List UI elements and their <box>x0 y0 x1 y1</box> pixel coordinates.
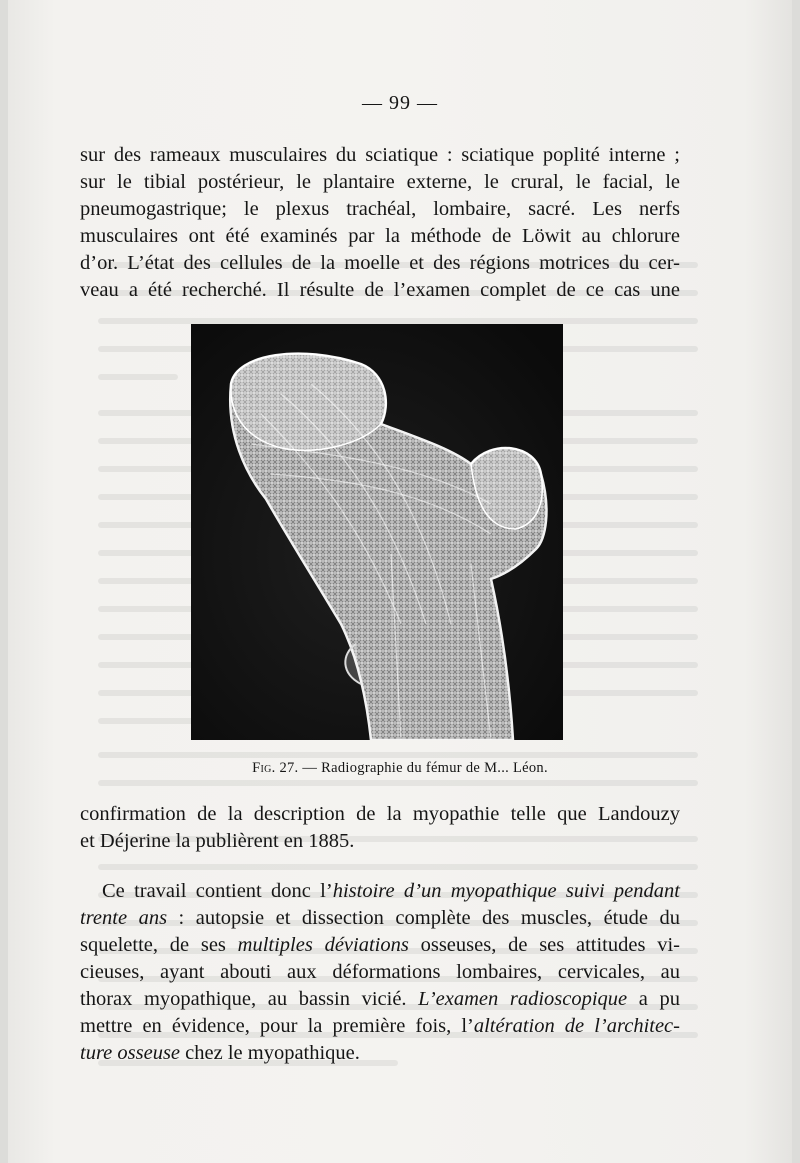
figure-label: Fig. 27. <box>252 760 299 776</box>
paragraph-1-line-4: musculaires ont été examinés par la méthode de Löwit au chlorure <box>80 225 680 247</box>
paragraph-1-line-6: veau a été recherché. Il résulte de l’examen complet de ce cas une <box>80 279 680 301</box>
text-run: Ce travail contient donc l’ <box>102 880 333 902</box>
femur-radiograph <box>191 324 563 740</box>
page-sheet <box>8 0 792 1163</box>
paragraph-2-line-1: confirmation de la description de la myopathie telle que Landouzy <box>80 803 680 825</box>
paragraph-3-line-3 <box>80 932 680 959</box>
paragraph-3-line-4: cieuses, ayant abouti aux déformations lombaires, cervicales, au <box>80 961 680 983</box>
paragraph-2-line-2: et Déjerine la publièrent en 1885. <box>80 830 355 852</box>
text-run: chez le myopathique. <box>180 1042 360 1064</box>
paragraph-1 <box>80 142 680 304</box>
paragraph-3-line-6 <box>80 1013 680 1040</box>
paragraph-3-line-1 <box>80 878 680 905</box>
paragraph-3-line-7 <box>80 1040 680 1067</box>
femur-bone-illustration <box>191 324 563 740</box>
paragraph-1-line-3: pneumogastrique; le plexus trachéal, lombaire, sacré. Les nerfs <box>80 198 680 220</box>
paragraph-1-line-2: sur le tibial postérieur, le plantaire externe, le crural, le facial, le <box>80 171 680 193</box>
text-run: mettre en évidence, pour la première fois, l’ <box>80 1015 474 1037</box>
paragraph-3 <box>80 878 680 1067</box>
figure-caption-text: — Radiographie du fémur de M... Léon. <box>298 760 548 776</box>
text-run: a pu <box>627 988 680 1010</box>
text-run: squelette, de ses <box>80 934 226 956</box>
text-run: thorax myopathique, au bassin vicié. <box>80 988 407 1010</box>
italic-run: multiples déviations <box>225 934 409 956</box>
text-run: : autopsie et dissection complète des muscles, étude du <box>167 907 680 929</box>
paragraph-2 <box>80 801 680 855</box>
paragraph-3-line-5 <box>80 986 680 1013</box>
paragraph-3-line-2 <box>80 905 680 932</box>
paragraph-1-line-1: sur des rameaux musculaires du sciatique : sciatique poplité interne ; <box>80 144 680 166</box>
paragraph-1-line-5: d’or. L’état des cellules de la moelle et des régions motrices du cer- <box>80 252 680 274</box>
italic-run: trente ans <box>80 907 168 929</box>
italic-run: altération de l’architec- <box>473 1015 680 1037</box>
figure-caption <box>0 760 800 777</box>
italic-run: ture osseuse <box>80 1042 181 1064</box>
italic-run: histoire d’un myopathique suivi pendant <box>332 880 680 902</box>
page-number: — 99 — <box>362 92 438 114</box>
italic-run: L’examen radioscopique <box>406 988 628 1010</box>
text-run: osseuses, de ses attitudes vi- <box>408 934 680 956</box>
